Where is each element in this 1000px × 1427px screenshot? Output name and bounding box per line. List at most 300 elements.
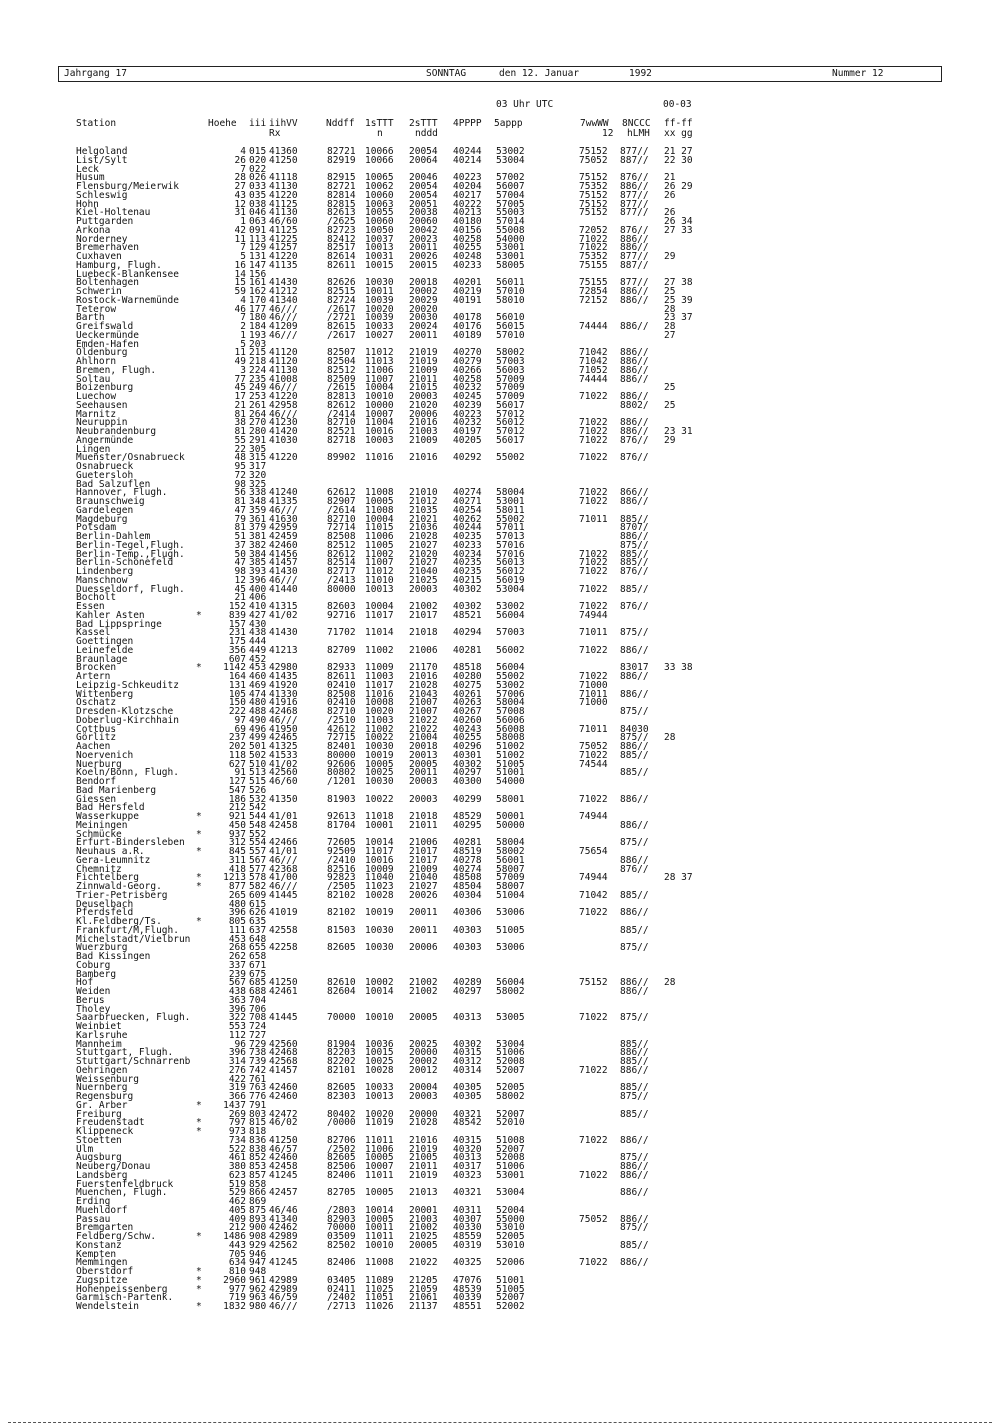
group-2sttt: 21043 xyxy=(409,688,438,700)
group-5appp: 57009 xyxy=(496,373,525,385)
group-8nccc: 885// xyxy=(620,1082,649,1094)
station-iii: 866 xyxy=(249,1187,267,1199)
station-iii: 474 xyxy=(249,688,267,700)
group-5appp: 56002 xyxy=(496,644,525,656)
group-4pppp: 40235 xyxy=(453,557,482,569)
station-hoehe: 4 xyxy=(240,146,246,157)
group-5appp: 52008 xyxy=(496,1056,525,1067)
group-1sttt: 10004 xyxy=(365,513,394,525)
station-hoehe: 51 xyxy=(234,531,246,542)
group-nddff: 82509 xyxy=(327,373,356,385)
station-iii: 557 xyxy=(249,846,267,857)
group-7wwww: 75152 xyxy=(579,146,608,157)
group-1sttt: 10039 xyxy=(365,312,394,324)
station-iii: 359 xyxy=(249,504,267,516)
group-1sttt: 10025 xyxy=(365,767,394,779)
group-2sttt: 20023 xyxy=(409,233,438,245)
station-hoehe: 627 xyxy=(228,758,246,770)
station-hoehe: 175 xyxy=(228,636,246,647)
group-8nccc: 875// xyxy=(620,837,649,849)
group-iihvv: 41220 xyxy=(269,452,298,464)
group-8nccc: 886// xyxy=(620,426,649,437)
station-hoehe: 845 xyxy=(228,846,246,857)
group-iihvv: 41225 xyxy=(269,233,298,245)
group-4pppp: 40213 xyxy=(453,207,482,219)
group-5appp: 56011 xyxy=(496,277,525,289)
station-iii: 980 xyxy=(249,1301,267,1312)
station-iii: 449 xyxy=(249,644,267,656)
group-8nccc: 887// xyxy=(620,259,649,271)
group-5appp: 56004 xyxy=(496,609,525,621)
station-iii: 704 xyxy=(249,994,267,1006)
station-hoehe: 322 xyxy=(228,1012,246,1024)
group-2sttt: 20002 xyxy=(409,286,438,297)
group-ffff: 28 xyxy=(664,321,676,332)
group-4pppp: 40300 xyxy=(453,776,482,787)
group-8nccc: 875// xyxy=(620,1091,649,1102)
station-name: Magdeburg xyxy=(76,513,128,525)
group-1sttt: 10028 xyxy=(365,1064,394,1076)
station-name: Ahlhorn xyxy=(76,356,117,367)
group-2sttt: 20011 xyxy=(409,242,438,254)
group-8nccc: 83017 xyxy=(620,662,649,674)
group-nddff: 82507 xyxy=(327,347,356,359)
group-5appp: 57011 xyxy=(496,522,525,534)
station-iii: 063 xyxy=(249,216,267,227)
group-4pppp: 48519 xyxy=(453,846,482,857)
group-nddff: 82613 xyxy=(327,207,356,219)
group-nddff: 72715 xyxy=(327,732,356,744)
group-2sttt: 20038 xyxy=(409,207,438,219)
station-name: Goettingen xyxy=(76,636,134,647)
group-7wwww: 71022 xyxy=(579,1257,608,1269)
station-hoehe: 461 xyxy=(228,1152,246,1164)
station-name: Artern xyxy=(76,671,111,682)
group-ffff: 33 38 xyxy=(664,662,693,674)
group-8nccc: 877// xyxy=(620,251,649,262)
group-4pppp: 40176 xyxy=(453,321,482,332)
station-name: Neubrandenburg xyxy=(76,426,157,437)
group-iihvv: 41125 xyxy=(269,198,298,210)
group-1sttt: 10005 xyxy=(365,1152,394,1164)
group-2sttt: 21061 xyxy=(409,1292,438,1304)
group-4pppp: 40267 xyxy=(453,706,482,717)
group-nddff: 82401 xyxy=(327,741,356,752)
year-label: 1992 xyxy=(629,68,652,79)
group-4pppp: 40263 xyxy=(453,697,482,709)
group-5appp: 58004 xyxy=(496,487,525,499)
station-hoehe: 1486 xyxy=(223,1231,246,1242)
group-5appp: 58004 xyxy=(496,837,525,849)
station-name: Memmingen xyxy=(76,1257,128,1269)
group-8nccc: 875// xyxy=(620,627,649,639)
group-5appp: 50001 xyxy=(496,811,525,822)
station-hoehe: 37 xyxy=(234,539,246,551)
station-hoehe: 72 xyxy=(234,469,246,481)
group-iihvv: 41/00 xyxy=(269,872,298,884)
station-iii: 791 xyxy=(249,1099,267,1111)
group-4pppp: 40235 xyxy=(453,566,482,577)
station-iii: 675 xyxy=(249,968,267,980)
group-nddff: 82512 xyxy=(327,364,356,376)
group-2sttt: 21007 xyxy=(409,697,438,709)
group-nddff: 82605 xyxy=(327,1082,356,1094)
group-ffff: 28 37 xyxy=(664,872,693,884)
station-iii: 430 xyxy=(249,618,267,630)
page-header-bar xyxy=(58,66,942,82)
group-1sttt: 11016 xyxy=(365,688,394,700)
station-iii: 444 xyxy=(249,636,267,647)
station-hoehe: 11 xyxy=(234,347,246,359)
station-name: Bamberg xyxy=(76,968,117,980)
station-name: Bocholt xyxy=(76,592,117,604)
station-hoehe: 43 xyxy=(234,189,246,201)
table-row xyxy=(0,453,1000,462)
station-hoehe: 705 xyxy=(228,1248,246,1260)
group-5appp: 56006 xyxy=(496,714,525,726)
group-nddff: 82706 xyxy=(327,1134,356,1146)
station-iii: 818 xyxy=(249,1126,267,1137)
group-5appp: 57006 xyxy=(496,688,525,700)
station-iii: 249 xyxy=(249,382,267,394)
group-ffff: 27 38 xyxy=(664,277,693,289)
group-4pppp: 40254 xyxy=(453,504,482,516)
group-5appp: 57004 xyxy=(496,189,525,201)
group-4pppp: 40275 xyxy=(453,679,482,691)
group-2sttt: 21028 xyxy=(409,531,438,542)
station-hoehe: 405 xyxy=(228,1204,246,1216)
group-5appp: 52010 xyxy=(496,1117,525,1129)
station-name: Leipzig-Schkeuditz xyxy=(76,679,179,691)
table-row xyxy=(0,821,1000,830)
station-name: Stoetten xyxy=(76,1134,122,1146)
group-1sttt: 11014 xyxy=(365,627,394,639)
station-iii: 177 xyxy=(249,303,267,315)
station-hoehe: 462 xyxy=(228,1196,246,1207)
table-row xyxy=(0,1092,1000,1101)
group-4pppp: 40302 xyxy=(453,758,482,770)
group-4pppp: 40217 xyxy=(453,189,482,201)
col-hoehe: Hoehe xyxy=(208,118,237,129)
group-nddff: 81704 xyxy=(327,819,356,831)
station-hoehe: 81 xyxy=(234,426,246,437)
group-iihvv: 46/02 xyxy=(269,1117,298,1129)
group-2sttt: 21013 xyxy=(409,1187,438,1199)
group-nddff: 92509 xyxy=(327,846,356,857)
group-1sttt: 10007 xyxy=(365,408,394,420)
group-nddff: /2713 xyxy=(327,1301,356,1312)
station-iii: 317 xyxy=(249,461,267,472)
group-2sttt: 21040 xyxy=(409,566,438,577)
group-1sttt: 10007 xyxy=(365,1161,394,1172)
col-nddff: Nddff xyxy=(326,118,355,129)
group-5appp: 57003 xyxy=(496,627,525,639)
station-hoehe: 366 xyxy=(228,1091,246,1102)
group-2sttt: 20011 xyxy=(409,329,438,341)
station-name: Husum xyxy=(76,172,105,184)
group-iihvv: 46/// xyxy=(269,881,298,892)
station-iii: 502 xyxy=(249,749,267,761)
group-nddff: 02411 xyxy=(327,1283,356,1295)
group-nddff: 82933 xyxy=(327,662,356,674)
group-8nccc: 877// xyxy=(620,198,649,210)
station-hoehe: 356 xyxy=(228,644,246,656)
group-iihvv: 41008 xyxy=(269,373,298,385)
group-2sttt: 21137 xyxy=(409,1301,438,1312)
group-4pppp: 40302 xyxy=(453,1038,482,1050)
station-iii: 393 xyxy=(249,566,267,577)
group-2sttt: 21002 xyxy=(409,1222,438,1234)
station-name: Nuernberg xyxy=(76,1082,128,1094)
station-iii: 235 xyxy=(249,373,267,385)
col-5appp: 5appp xyxy=(494,118,523,129)
elevated-marker: * xyxy=(196,1301,202,1312)
station-iii: 548 xyxy=(249,819,267,831)
col-8nccc-sub: hLMH xyxy=(627,128,650,139)
station-hoehe: 97 xyxy=(234,714,246,726)
station-name: Kassel xyxy=(76,627,111,639)
group-iihvv: 46/60 xyxy=(269,216,298,227)
station-iii: 501 xyxy=(249,741,267,752)
station-iii: 544 xyxy=(249,811,267,822)
station-hoehe: 921 xyxy=(228,811,246,822)
group-1sttt: 11016 xyxy=(365,452,394,464)
station-hoehe: 1142 xyxy=(223,662,246,674)
station-name: Aachen xyxy=(76,741,111,752)
station-iii: 836 xyxy=(249,1134,267,1146)
station-name: Wuerzburg xyxy=(76,942,128,954)
station-hoehe: 79 xyxy=(234,513,246,525)
group-nddff: 02410 xyxy=(327,679,356,691)
station-name: Schleswig xyxy=(76,189,128,201)
group-1sttt: 10066 xyxy=(365,146,394,157)
group-iihvv: 46/// xyxy=(269,574,298,586)
group-2sttt: 21028 xyxy=(409,1117,438,1129)
group-iihvv: 42458 xyxy=(269,1161,298,1172)
station-iii: 033 xyxy=(249,181,267,192)
station-name: Manschnow xyxy=(76,574,128,586)
group-nddff: 92613 xyxy=(327,811,356,822)
group-1sttt: 11023 xyxy=(365,881,394,892)
group-iihvv: 42989 xyxy=(269,1274,298,1286)
group-4pppp: 40233 xyxy=(453,259,482,271)
group-4pppp: 40289 xyxy=(453,977,482,989)
station-name: Hamburg, Flugh. xyxy=(76,259,162,271)
group-nddff: /2413 xyxy=(327,574,356,586)
station-name: Neuberg/Donau xyxy=(76,1161,151,1172)
station-hoehe: 1 xyxy=(240,216,246,227)
station-iii: 015 xyxy=(249,146,267,157)
group-5appp: 52007 xyxy=(496,1108,525,1120)
group-4pppp: 40314 xyxy=(453,1064,482,1076)
station-name: Bad Lippspringe xyxy=(76,618,162,630)
group-2sttt: 21017 xyxy=(409,609,438,621)
group-2sttt: 21017 xyxy=(409,854,438,866)
station-iii: 453 xyxy=(249,662,267,674)
station-hoehe: 17 xyxy=(234,391,246,402)
station-name: Stuttgart, Flugh. xyxy=(76,1047,174,1059)
station-iii: 742 xyxy=(249,1064,267,1076)
station-hoehe: 157 xyxy=(228,618,246,630)
group-1sttt: 10030 xyxy=(365,942,394,954)
station-iii: 554 xyxy=(249,837,267,849)
group-1sttt: 10011 xyxy=(365,1222,394,1234)
group-4pppp: 40295 xyxy=(453,819,482,831)
group-4pppp: 40307 xyxy=(453,1213,482,1225)
station-hoehe: 12 xyxy=(234,198,246,210)
group-nddff: 82815 xyxy=(327,198,356,210)
station-iii: 215 xyxy=(249,347,267,359)
group-iihvv: 46/57 xyxy=(269,1143,298,1155)
group-iihvv: 46/// xyxy=(269,382,298,394)
station-name: Potsdam xyxy=(76,522,117,534)
group-1sttt: 10005 xyxy=(365,758,394,770)
group-5appp: 52006 xyxy=(496,1257,525,1269)
station-hoehe: 27 xyxy=(234,181,246,192)
group-1sttt: 10060 xyxy=(365,216,394,227)
group-nddff: /2721 xyxy=(327,312,356,324)
station-name: Dresden-Klotzsche xyxy=(76,706,174,717)
group-1sttt: 10066 xyxy=(365,154,394,166)
station-iii: 515 xyxy=(249,776,267,787)
group-2sttt: 21002 xyxy=(409,986,438,997)
station-name: Erding xyxy=(76,1196,111,1207)
group-2sttt: 20018 xyxy=(409,741,438,752)
station-name: Puttgarden xyxy=(76,216,134,227)
station-hoehe: 98 xyxy=(234,566,246,577)
col-station: Station xyxy=(76,118,117,129)
station-hoehe: 1832 xyxy=(223,1301,246,1312)
group-7wwww: 71011 xyxy=(579,627,608,639)
station-hoehe: 396 xyxy=(228,1047,246,1059)
group-4pppp: 40303 xyxy=(453,942,482,954)
station-name: Coburg xyxy=(76,959,111,971)
group-4pppp: 40239 xyxy=(453,399,482,411)
group-ffff: 28 xyxy=(664,732,676,744)
station-name: Görlitz xyxy=(76,732,117,744)
group-7wwww: 71022 xyxy=(579,1134,608,1146)
group-4pppp: 40205 xyxy=(453,434,482,446)
station-iii: 706 xyxy=(249,1003,267,1015)
station-name: Cuxhaven xyxy=(76,251,122,262)
group-8nccc: 875// xyxy=(620,942,649,954)
observation-range: 00-03 xyxy=(663,99,692,110)
station-hoehe: 2 xyxy=(240,321,246,332)
group-2sttt: 21018 xyxy=(409,811,438,822)
group-4pppp: 48542 xyxy=(453,1117,482,1129)
group-2sttt: 20005 xyxy=(409,1012,438,1024)
group-iihvv: 41120 xyxy=(269,347,298,359)
station-name: Konstanz xyxy=(76,1239,122,1251)
station-hoehe: 396 xyxy=(228,907,246,919)
elevated-marker: * xyxy=(196,1117,202,1129)
station-name: Rostock-Warnemünde xyxy=(76,294,179,306)
group-1sttt: 11051 xyxy=(365,1292,394,1304)
group-8nccc: 886// xyxy=(620,854,649,866)
group-8nccc: 876// xyxy=(620,566,649,577)
station-iii: 526 xyxy=(249,784,267,796)
group-5appp: 56012 xyxy=(496,566,525,577)
group-4pppp: 40204 xyxy=(453,181,482,192)
group-iihvv: 42460 xyxy=(269,1082,298,1094)
group-nddff: 82521 xyxy=(327,426,356,437)
group-7wwww: 74944 xyxy=(579,872,608,884)
group-5appp: 53001 xyxy=(496,1169,525,1181)
station-hoehe: 418 xyxy=(228,863,246,875)
group-nddff: 02410 xyxy=(327,697,356,709)
group-8nccc: 886// xyxy=(620,793,649,805)
station-iii: 708 xyxy=(249,1012,267,1024)
group-nddff: 80000 xyxy=(327,749,356,761)
group-5appp: 51002 xyxy=(496,749,525,761)
group-1sttt: 10022 xyxy=(365,793,394,805)
group-5appp: 57003 xyxy=(496,356,525,367)
station-iii: 218 xyxy=(249,356,267,367)
group-2sttt: 21002 xyxy=(409,601,438,612)
station-hoehe: 312 xyxy=(228,837,246,849)
station-iii: 203 xyxy=(249,338,267,350)
group-4pppp: 40270 xyxy=(453,347,482,359)
group-4pppp: 40260 xyxy=(453,714,482,726)
group-nddff: 82412 xyxy=(327,233,356,245)
station-hoehe: 77 xyxy=(234,373,246,385)
group-5appp: 58011 xyxy=(496,504,525,516)
group-iihvv: 42459 xyxy=(269,531,298,542)
station-name: Ulm xyxy=(76,1143,94,1155)
station-name: Feldberg/Schw. xyxy=(76,1231,157,1242)
group-7wwww: 71022 xyxy=(579,749,608,761)
station-iii: 635 xyxy=(249,916,267,927)
group-1sttt: 10008 xyxy=(365,697,394,709)
station-hoehe: 26 xyxy=(234,154,246,166)
group-4pppp: 40294 xyxy=(453,627,482,639)
group-nddff: 71702 xyxy=(327,627,356,639)
group-nddff: 82101 xyxy=(327,1064,356,1076)
station-name: Braunschweig xyxy=(76,496,145,507)
group-1sttt: 10010 xyxy=(365,391,394,402)
group-5appp: 51001 xyxy=(496,1274,525,1286)
group-nddff: /2617 xyxy=(327,303,356,315)
station-name: Bad Marienberg xyxy=(76,784,157,796)
group-1sttt: 10020 xyxy=(365,706,394,717)
group-5appp: 55002 xyxy=(496,513,525,525)
group-7wwww: 74444 xyxy=(579,373,608,385)
group-2sttt: 21011 xyxy=(409,819,438,831)
station-name: Emden-Hafen xyxy=(76,338,139,350)
group-8nccc: 876// xyxy=(620,172,649,184)
group-nddff: 70000 xyxy=(327,1222,356,1234)
station-hoehe: 81 xyxy=(234,496,246,507)
table-row xyxy=(0,331,1000,340)
group-4pppp: 48518 xyxy=(453,662,482,674)
group-ffff: 26 xyxy=(664,207,676,219)
observation-time: 03 Uhr UTC xyxy=(496,99,554,110)
station-hoehe: 337 xyxy=(228,959,246,971)
group-iihvv: 41220 xyxy=(269,251,298,262)
station-name: Giessen xyxy=(76,793,117,805)
group-1sttt: 11011 xyxy=(365,1169,394,1181)
table-row xyxy=(0,646,1000,655)
station-hoehe: 607 xyxy=(228,653,246,665)
table-row xyxy=(0,1258,1000,1267)
group-1sttt: 11008 xyxy=(365,504,394,516)
col-1sttt: 1sTTT xyxy=(365,118,394,129)
group-4pppp: 40258 xyxy=(453,233,482,245)
group-5appp: 52005 xyxy=(496,1082,525,1094)
group-2sttt: 21019 xyxy=(409,1143,438,1155)
group-1sttt: 11002 xyxy=(365,723,394,735)
group-2sttt: 20025 xyxy=(409,1038,438,1050)
